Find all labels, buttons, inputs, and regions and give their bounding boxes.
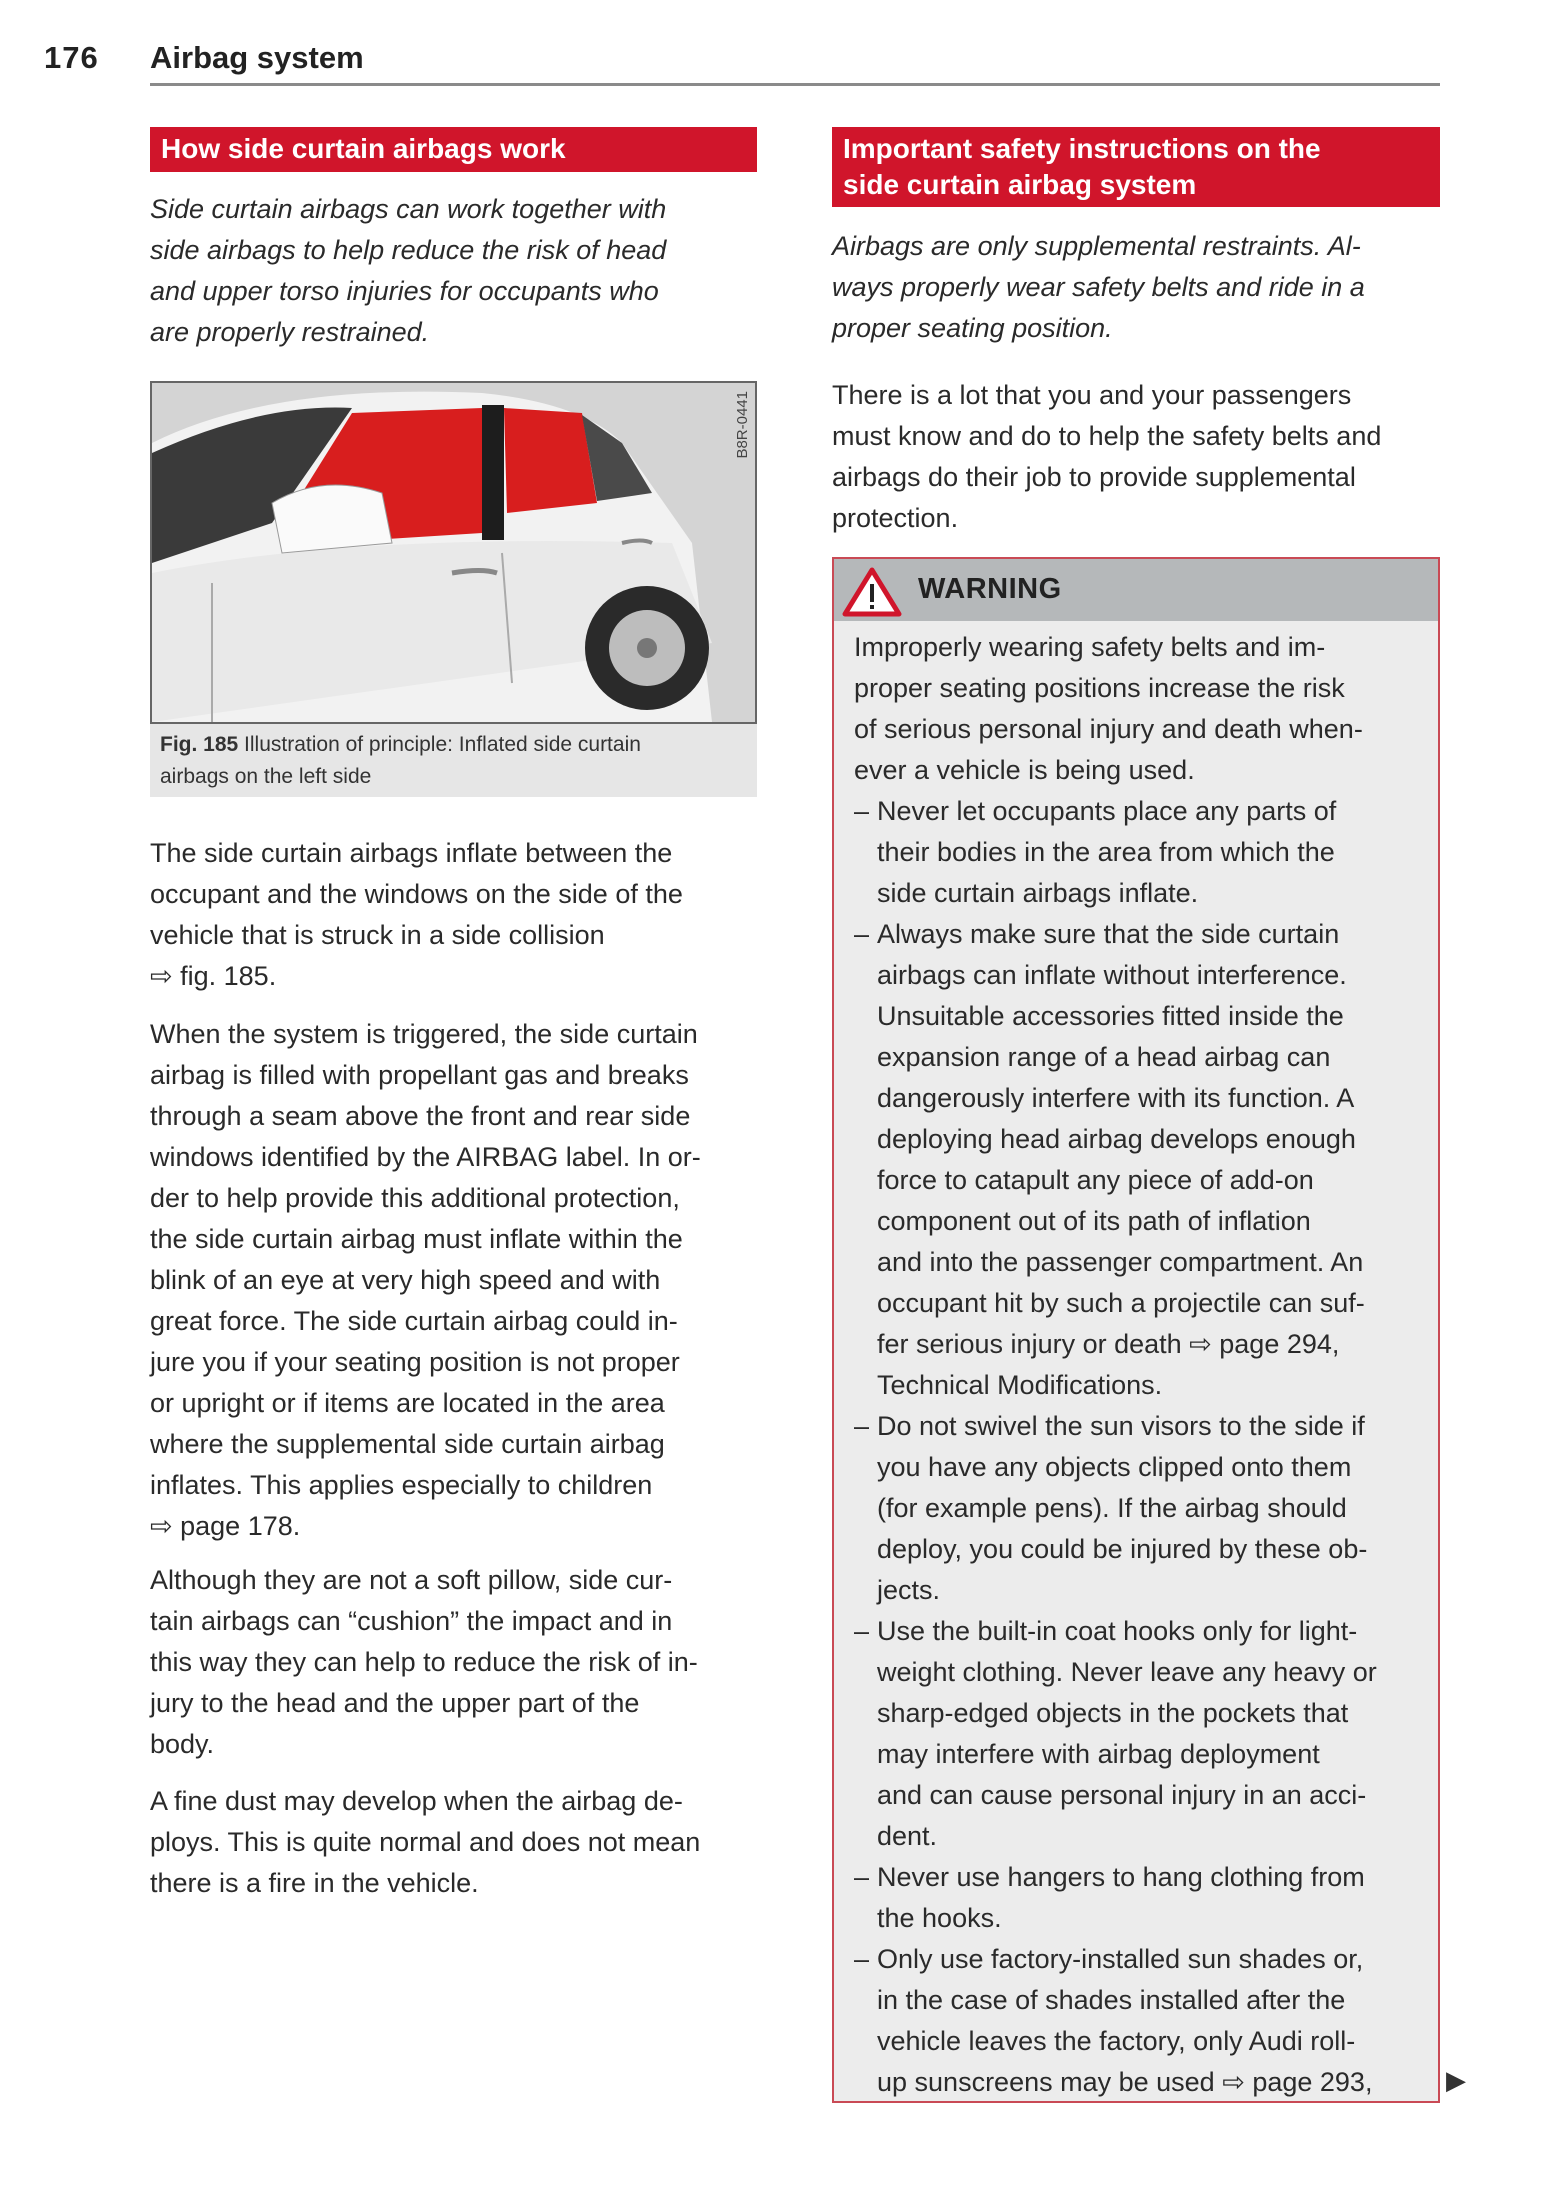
warning-item-text: Only use factory-installed sun shades or, in the case of shades installed after the vehicle leaves the factory, only Audi roll- up sunscreens may be used ⇨ page 293, <box>877 1944 1373 2097</box>
warning-header <box>834 559 1438 621</box>
warning-item <box>854 1857 1377 1939</box>
left-paragraph-3: Although they are not a soft pillow, side cur- tain airbags can “cushion” the impact and in this way they can help to reduce the risk of in- jury to the head and the upper part of the body. <box>150 1565 698 1759</box>
dash-bullet: – <box>854 1862 870 1892</box>
dash-bullet: – <box>854 1411 870 1441</box>
dash-bullet: – <box>854 796 870 826</box>
left-intro: Side curtain airbags can work together with side airbags to help reduce the risk of head and upper torso injuries for occupants who are properly restrained. <box>150 194 667 347</box>
warning-item <box>854 791 1377 914</box>
warning-triangle-icon <box>842 567 902 617</box>
warning-item-text: Never use hangers to hang clothing from the hooks. <box>877 1862 1365 1933</box>
page-number: 176 <box>44 40 99 75</box>
right-paragraph: There is a lot that you and your passengers must know and do to help the safety belts and airbags do their job to provide supplemental protection. <box>832 380 1382 533</box>
figure-label: Fig. 185 <box>160 733 239 756</box>
dash-bullet: – <box>854 1616 870 1646</box>
warning-body <box>854 627 1377 2103</box>
warning-item <box>854 1611 1377 1857</box>
left-paragraph-2: When the system is triggered, the side curtain airbag is filled with propellant gas and breaks through a seam above the front and rear side windows identified by the AIRBAG label. In or- der to help provide this additional protection, the side curtain airbag must inflate within the blink of an eye at very high speed and with great force. The side curtain airbag could in- jure you if your seating position is not proper or upright or if items are located in the area where the supplemental side curtain airbag inflates. This applies especially to children ⇨ page 178. <box>150 1019 701 1541</box>
figure-185-car-illustration <box>150 381 757 724</box>
warning-item-text: Do not swivel the sun visors to the side if you have any objects clipped onto them (for example pens). If the airbag should deploy, you could be injured by these ob- jects. <box>877 1411 1368 1605</box>
warning-item <box>854 1939 1377 2103</box>
car-side-curtain-airbag-illustration <box>152 383 755 722</box>
warning-item <box>854 1406 1377 1611</box>
warning-label: WARNING <box>918 573 1062 605</box>
continue-arrow-icon: ▶ <box>1446 2065 1466 2095</box>
warning-item-text: Always make sure that the side curtain airbags can inflate without interference. Unsuitable accessories fitted inside the expansion range of a head airbag can dangerously interfere with its function. A deploying head airbag develops enough force to catapult any piece of add-on component out of its path of inflation and into the passenger compartment. An occupant hit by such a projectile can suf- fer serious injury or death ⇨ page 294, Technical Modifications. <box>877 919 1365 1400</box>
warning-item-text: Never let occupants place any parts of their bodies in the area from which the side curtain airbags inflate. <box>877 796 1337 908</box>
header-divider <box>150 83 1440 86</box>
figure-caption-text: Illustration of principle: Inflated side curtain airbags on the left side <box>160 733 641 788</box>
warning-intro: Improperly wearing safety belts and im- proper seating positions increase the risk of serious personal injury and death when- ever a vehicle is being used. <box>854 632 1363 785</box>
figure-caption <box>150 724 757 797</box>
right-intro: Airbags are only supplemental restraints. Al- ways properly wear safety belts and ride in a proper seating position. <box>832 231 1365 343</box>
section-title: Airbag system <box>150 40 364 75</box>
left-paragraph-4: A fine dust may develop when the airbag de- ploys. This is quite normal and does not mean there is a fire in the vehicle. <box>150 1786 701 1898</box>
heading-how-side-curtain-airbags-work: How side curtain airbags work <box>150 127 757 172</box>
dash-bullet: – <box>854 1944 870 1974</box>
warning-item <box>854 914 1377 1406</box>
figure-code: B8R-0441 <box>734 391 751 459</box>
left-paragraph-1: The side curtain airbags inflate between the occupant and the windows on the side of the vehicle that is struck in a side collision ⇨ fig. 185. <box>150 838 683 991</box>
heading-important-safety-instructions: Important safety instructions on the side curtain airbag system <box>832 127 1440 207</box>
warning-item-text: Use the built-in coat hooks only for light- weight clothing. Never leave any heavy or sharp-edged objects in the pockets that may interfere with airbag deployment and can cause personal injury in an acci- dent. <box>877 1616 1377 1851</box>
warning-box <box>832 557 1440 2103</box>
dash-bullet: – <box>854 919 870 949</box>
